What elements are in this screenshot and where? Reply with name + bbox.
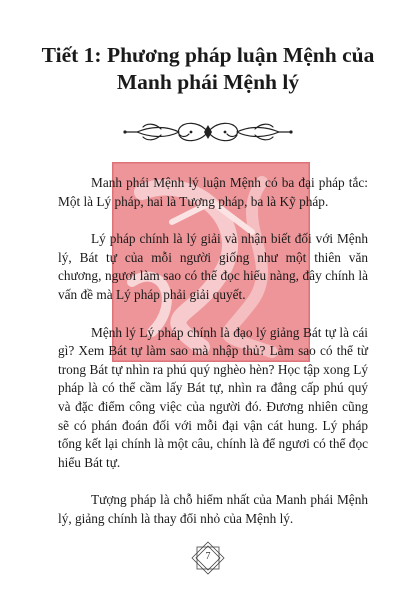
title-line-2: Manh phái Mệnh lý	[116, 70, 300, 94]
body-text	[58, 174, 368, 548]
paragraph: Tượng pháp là chỗ hiểm nhất của Manh phái Mệnh lý, giảng chính là thay đổi nhỏ của Mệnh lý.	[58, 492, 368, 526]
paragraph: Manh phái Mệnh lý luận Mệnh có ba đại pháp tắc: Một là Lý pháp, hai là Tượng pháp, ba là Kỹ pháp.	[58, 175, 368, 209]
page-title	[30, 42, 386, 96]
page-number: 7	[205, 551, 211, 562]
title-line-1: Tiết 1: Phương pháp luận Mệnh của	[41, 43, 375, 67]
paragraph: Mệnh lý Lý pháp chính là đạo lý giảng Bát tự là cái gì? Xem Bát tự làm sao mà nhập thủ? Làm sao có thể từ trong Bát tự nhìn ra phú quý nghèo hèn? Học tập xong Lý pháp là có thể cầm lấy Bát tự, nhìn ra đẳng cấp phú quý và đặc điểm công việc của người đó. Đương nhiên cũng sẽ có phán đoán đối với mỗi đại vận cát hung. Lý pháp tổng kết lại chính là một câu, chính là để ngươi có thể đọc hiểu Bát tự.	[58, 324, 368, 470]
decorative-divider-icon	[121, 117, 295, 147]
paragraph: Lý pháp chính là lý giải và nhận biết đối với Mệnh lý, Bát tự của mỗi người giống như một thiên văn chương, ngươi làm sao có thể đọc hiểu nàng, đây chính là vấn đề mà Lý pháp phải giải quyết.	[58, 231, 368, 302]
